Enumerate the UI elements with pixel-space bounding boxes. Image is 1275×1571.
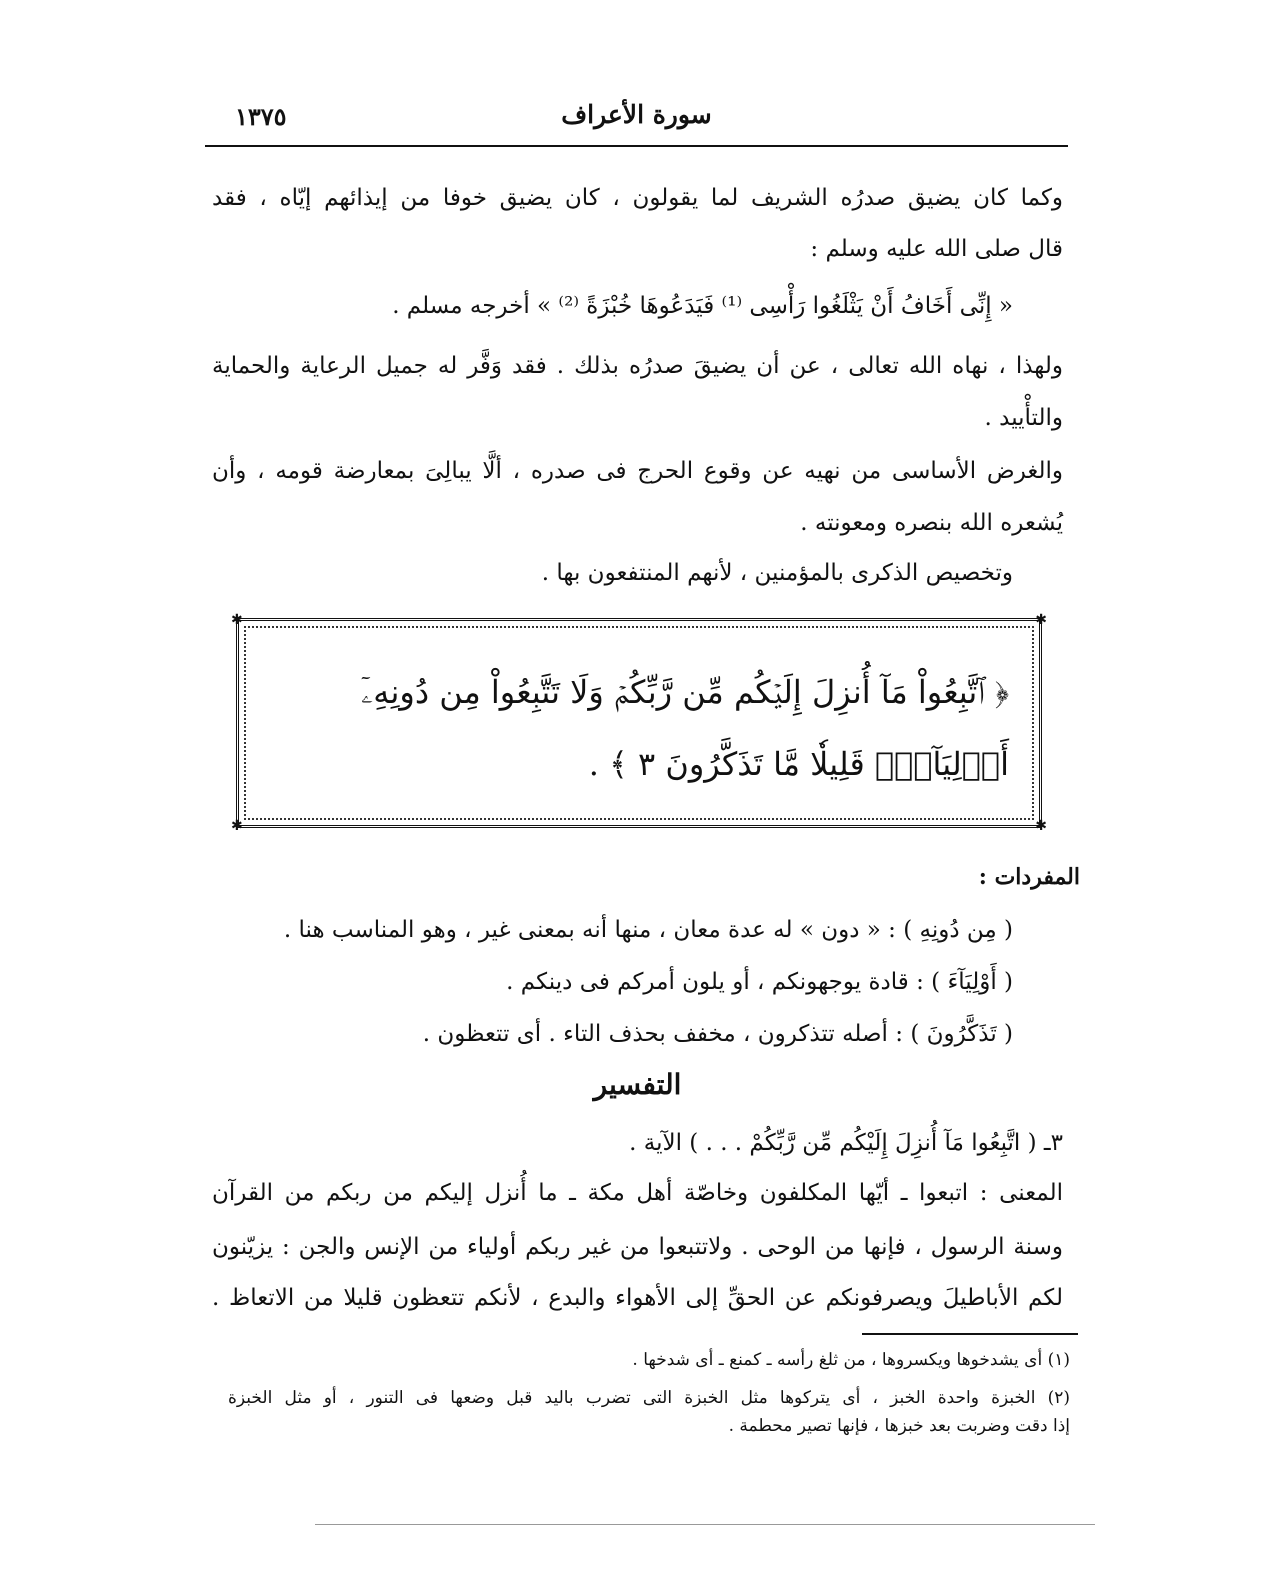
verse-line-2: أَوۡلِيَآءَۗ قَلِيلٗا مَّا تَذَكَّرُونَ ٣ ﴾ .	[588, 745, 1009, 783]
corner-star-icon: ✱	[1035, 818, 1047, 834]
tafsir-heading: التفسير	[593, 1068, 682, 1101]
vocab-item: ( مِن دُونِهِ ) : « دون » له عدة معان ، منها أنه بمعنى غير ، وهو المناسب هنا .	[283, 917, 1013, 943]
tafsir-line: المعنى : اتبعوا ـ أيّها المكلفون وخاصّة أهل مكة ـ ما أُنزل إليكم من ربكم من القرآن	[212, 1180, 1063, 1206]
paragraph-line: ولهذا ، نهاه الله تعالى ، عن أن يضيقَ صدرُه بذلك . فقد وَفَّر له جميل الرعاية والحماية	[212, 353, 1063, 379]
tafsir-verse-ref: ٣ـ ( اتَّبِعُوا مَآ أُنزِلَ إِلَيْكُم مِّن رَّبِّكُمْ . . . ) الآية .	[629, 1130, 1063, 1156]
verse-frame	[231, 612, 1047, 834]
paragraph-line: قال صلى الله عليه وسلم :	[810, 236, 1063, 262]
page-number: ١٣٧٥	[235, 102, 287, 131]
paragraph-line: والتأْييد .	[984, 405, 1063, 431]
paragraph-line: والغرض الأساسى من نهيه عن وقوع الحرج فى صدره ، ألَّا يبالِىَ بمعارضة قومه ، وأن	[212, 458, 1063, 484]
tafsir-line: وسنة الرسول ، فإنها من الوحى . ولاتتبعوا من غير ربكم أولياء من الإنس والجن : يزيّنون	[212, 1234, 1063, 1260]
vocab-item: ( أَوْلِيَآءَ ) : قادة يوجهونكم ، أو يلون أمركم فى دينكم .	[506, 969, 1013, 995]
paragraph-line: يُشعره الله بنصره ومعونته .	[800, 510, 1063, 536]
running-header	[205, 100, 1068, 146]
corner-star-icon: ✱	[231, 612, 243, 628]
hadith-quote: « إِنِّى أَخَافُ أَنْ يَثْلَغُوا رَأْسِى ⁽¹⁾ فَيَدَعُوهَا خُبْزَةً ⁽²⁾ » أخرجه مسلم .	[392, 293, 1013, 319]
verse-line-1: ﴿ ٱتَّبِعُواْ مَآ أُنزِلَ إِلَيۡكُم مِّن رَّبِّكُمۡ وَلَا تَتَّبِعُواْ مِن دُونِهِۦٓ	[361, 673, 1009, 711]
paragraph-line: وتخصيص الذكرى بالمؤمنين ، لأنهم المنتفعون بها .	[541, 560, 1013, 586]
vocab-heading: المفردات :	[978, 864, 1080, 890]
surah-title: سورة الأعراف	[561, 100, 712, 129]
footnote-2: (٢) الخبزة واحدة الخبز ، أى يتركوها مثل الخبزة التى تضرب باليد قبل وضعها فى التنور ، أو مثل الخبزة	[228, 1388, 1070, 1408]
vocab-item: ( تَذَكَّرُونَ ) : أصله تتذكرون ، مخفف بحذف التاء . أى تتعظون .	[422, 1021, 1013, 1047]
footnote-rule	[862, 1333, 1078, 1335]
scan-edge-line	[315, 1524, 1095, 1525]
paragraph-line: وكما كان يضيق صدرُه الشريف لما يقولون ، كان يضيق خوفا من إيذائهم إيّاه ، فقد	[212, 185, 1063, 211]
footnote-1: (١) أى يشدخوها ويكسروها ، من ثلغ رأسه ـ كمنع ـ أى شدخها .	[632, 1350, 1070, 1370]
corner-star-icon: ✱	[231, 818, 243, 834]
tafsir-line: لكم الأباطيلَ ويصرفونكم عن الحقِّ إلى الأهواء والبدع ، لأنكم تتعظون قليلا من الاتعاظ .	[212, 1285, 1063, 1311]
header-rule	[205, 145, 1068, 147]
footnote-2-cont: إذا دقت وضربت بعد خبزها ، فإنها تصير محطمة .	[728, 1416, 1070, 1436]
corner-star-icon: ✱	[1035, 612, 1047, 628]
